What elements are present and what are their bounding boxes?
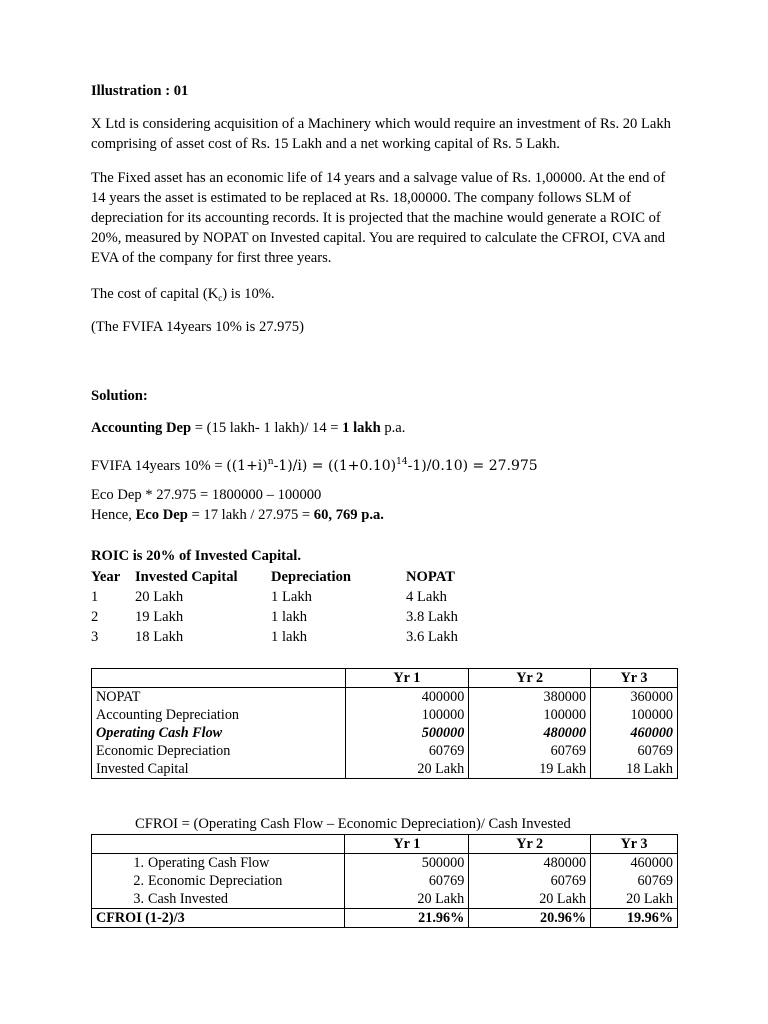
cash-flow-summary-table [91, 668, 678, 779]
roic-heading: ROIC is 20% of Invested Capital. [91, 548, 301, 564]
table-cell: 20 Lakh [345, 890, 469, 909]
table-header-cell: Yr 1 [345, 835, 469, 854]
solution-heading: Solution: [91, 388, 148, 404]
list-number: 3. [133, 890, 144, 907]
roic-header-year: Year [91, 569, 121, 585]
cfroi-result-row [92, 909, 678, 928]
table-cell: 100000 [591, 706, 678, 724]
table-cell: 400000 [345, 688, 469, 707]
problem-paragraph-2: The Fixed asset has an economic life of 14 years and a salvage value of Rs. 1,00000. At the end of 14 years the asset is estimated to be replaced at Rs. 18,00000. The company follows SLM of depreciation for its accounting records. It is projected that the machine would generate a ROIC of 20%, measured by NOPAT on Invested capital. You are required to calculate the CFROI, CVA and EVA of the company for first three years. [91, 170, 666, 266]
table-header-cell: Yr 3 [591, 835, 678, 854]
row-label: Operating Cash Flow [92, 724, 346, 742]
table-cell: 360000 [591, 688, 678, 707]
row-label: Invested Capital [92, 760, 346, 779]
table-row [92, 854, 678, 873]
roic-cell: 4 Lakh [406, 589, 447, 605]
illustration-heading: Illustration : 01 [91, 83, 189, 99]
table-row [92, 742, 678, 760]
row-label: NOPAT [92, 688, 346, 707]
roic-cell: 3 [91, 629, 99, 645]
table-row [92, 872, 678, 890]
table-header-cell: Yr 2 [469, 835, 591, 854]
accounting-dep-line: Accounting Dep = (15 lakh- 1 lakh)/ 14 = 1 lakh p.a. [91, 420, 406, 436]
table-cell: 20 Lakh [345, 760, 469, 779]
list-number: 2. [133, 872, 144, 889]
table-cell: 18 Lakh [591, 760, 678, 779]
cfroi-result-value: 19.96% [591, 909, 678, 928]
list-text: Operating Cash Flow [148, 854, 270, 871]
cfroi-result-label: CFROI (1-2)/3 [92, 909, 345, 928]
row-label [92, 872, 345, 890]
roic-header-invested-capital: Invested Capital [135, 569, 238, 585]
table-cell: 19 Lakh [469, 760, 591, 779]
table-cell: 60769 [591, 872, 678, 890]
table-row [92, 724, 678, 742]
cost-of-capital-line: The cost of capital $(K_c)$ is 10%. [91, 286, 275, 303]
problem-paragraph-1: X Ltd is considering acquisition of a Machinery which would require an investment of Rs. 20 Lakh comprising of asset cost of Rs. 15 Lakh and a net working capital of Rs. 5 Lakh. [91, 116, 671, 152]
roic-header-nopat: NOPAT [406, 569, 455, 585]
roic-header-depreciation: Depreciation [271, 569, 351, 585]
table-header-row [92, 835, 678, 854]
roic-cell: 1 [91, 589, 99, 605]
roic-cell: 2 [91, 609, 99, 625]
table-cell: 480000 [469, 724, 591, 742]
table-cell: 500000 [345, 724, 469, 742]
row-label: Accounting Depreciation [92, 706, 346, 724]
cfroi-formula: CFROI = (Operating Cash Flow – Economic Depreciation)/ Cash Invested [135, 816, 571, 832]
table-cell: 100000 [469, 706, 591, 724]
table-cell: 60769 [345, 742, 469, 760]
row-label [92, 890, 345, 909]
row-label [92, 854, 345, 873]
table-row [92, 760, 678, 779]
eco-dep-line: Eco Dep * 27.975 = 1800000 – 100000 [91, 487, 322, 503]
table-cell: 20 Lakh [469, 890, 591, 909]
table-header-row [92, 669, 678, 688]
table-cell: 60769 [469, 872, 591, 890]
hence-eco-dep-line: Hence, Eco Dep = 17 lakh / 27.975 = 60, 769 p.a. [91, 507, 384, 523]
table-cell: 60769 [591, 742, 678, 760]
roic-cell: 1 lakh [271, 629, 308, 645]
roic-cell: 1 lakh [271, 609, 308, 625]
cfroi-table [91, 834, 678, 928]
table-header-cell [92, 835, 345, 854]
table-header-cell [92, 669, 346, 688]
table-header-cell: Yr 2 [469, 669, 591, 688]
table-cell: 60769 [469, 742, 591, 760]
cfroi-result-value: 21.96% [345, 909, 469, 928]
table-row [92, 688, 678, 707]
roic-cell: 19 Lakh [135, 609, 184, 625]
table-cell: 480000 [469, 854, 591, 873]
table-cell: 460000 [591, 854, 678, 873]
table-header-cell: Yr 1 [345, 669, 469, 688]
list-number: 1. [133, 854, 144, 871]
roic-cell: 3.6 Lakh [406, 629, 458, 645]
table-cell: 20 Lakh [591, 890, 678, 909]
table-cell: 460000 [591, 724, 678, 742]
table-cell: 60769 [345, 872, 469, 890]
table-header-cell: Yr 3 [591, 669, 678, 688]
fvifa-note: (The FVIFA 14years 10% is 27.975) [91, 319, 304, 335]
roic-cell: 20 Lakh [135, 589, 184, 605]
table-row [92, 706, 678, 724]
table-cell: 380000 [469, 688, 591, 707]
table-row [92, 890, 678, 909]
cfroi-result-value: 20.96% [469, 909, 591, 928]
table-cell: 500000 [345, 854, 469, 873]
list-text: Cash Invested [148, 890, 228, 907]
row-label: Economic Depreciation [92, 742, 346, 760]
fvifa-formula-line: FVIFA 14years $10\% = ((1+i)^n-1)/i) = ((1+0.10)^{14}-1)/0.10) = 27.975$ [91, 457, 538, 474]
table-cell: 100000 [345, 706, 469, 724]
list-text: Economic Depreciation [148, 872, 283, 889]
roic-cell: 1 Lakh [271, 589, 312, 605]
roic-cell: 3.8 Lakh [406, 609, 458, 625]
roic-cell: 18 Lakh [135, 629, 184, 645]
